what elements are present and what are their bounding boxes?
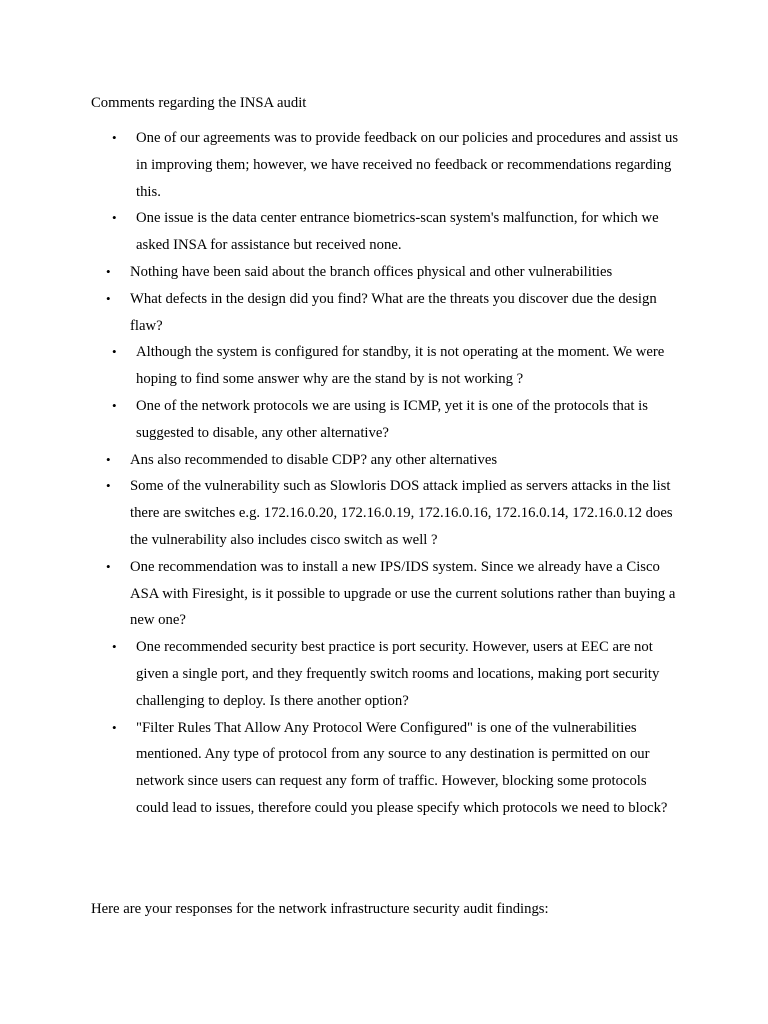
list-item-text: "Filter Rules That Allow Any Protocol Were Configured" is one of the vulnerabilities mentioned. Any type of protocol from any source to any destination is permitted on our network since users can request any form of traffic. However, blocking some protocols could lead to issues, therefore could you please specify which protocols we need to block? (136, 719, 668, 816)
bullet-icon: • (106, 451, 111, 467)
list-item (0, 339, 768, 393)
bullet-icon: • (112, 344, 117, 360)
bullet-icon: • (112, 210, 117, 226)
list-item-text: Nothing have been said about the branch offices physical and other vulnerabilities (130, 263, 613, 280)
list-item (0, 125, 768, 205)
list-item-text: One of our agreements was to provide feedback on our policies and procedures and assist us in improving them; however, we have received no feedback or recommendations regarding this. (136, 130, 679, 200)
list-item-text: One issue is the data center entrance biometrics-scan system's malfunction, for which we asked INSA for assistance but received none. (136, 210, 659, 254)
list-item (0, 393, 768, 447)
list-item (0, 286, 768, 340)
bullet-icon: • (112, 639, 117, 655)
list-item-text: Although the system is configured for standby, it is not operating at the moment. We were hoping to find some answer why are the stand by is not working ? (136, 344, 665, 388)
list-item (0, 205, 768, 259)
bullet-icon: • (112, 397, 117, 413)
list-item-text: What defects in the design did you find? What are the threats you discover due the design flaw? (130, 290, 657, 334)
bullet-icon: • (112, 130, 117, 145)
list-item (0, 473, 768, 553)
list-item-text: Ans also recommended to disable CDP? any other alternatives (130, 451, 498, 468)
list-item (0, 715, 768, 822)
bullet-icon: • (106, 290, 111, 306)
closing-text: Here are your responses for the network infrastructure security audit findings: (91, 901, 549, 917)
document-heading: Comments regarding the INSA audit (91, 95, 307, 111)
list-item-text: Some of the vulnerability such as Slowloris DOS attack implied as servers attacks in the list there are switches e.g. 172.16.0.20, 172.16.0.19, 172.16.0.16, 172.16.0.14, 172.16.0.12 does the vulnerability also includes cisco switch as well ? (130, 478, 673, 548)
list-item-text: One recommended security best practice is port security. However, users at EEC are not given a single port, and they frequently switch rooms and locations, making port security challenging to deploy. Is there another option? (136, 639, 660, 709)
bullet-icon: • (106, 558, 111, 574)
bullet-icon: • (106, 478, 111, 494)
bullet-icon: • (112, 719, 117, 735)
list-item (0, 554, 768, 634)
comments-list (0, 125, 768, 822)
list-item (0, 447, 768, 474)
list-item-text: One of the network protocols we are using is ICMP, yet it is one of the protocols that is suggested to disable, any other alternative? (136, 397, 648, 441)
bullet-icon: • (106, 263, 111, 279)
list-item (0, 259, 768, 286)
list-item-text: One recommendation was to install a new IPS/IDS system. Since we already have a Cisco ASA with Firesight, is it possible to upgrade or use the current solutions rather than buying a new one? (130, 558, 676, 629)
list-item (0, 634, 768, 714)
